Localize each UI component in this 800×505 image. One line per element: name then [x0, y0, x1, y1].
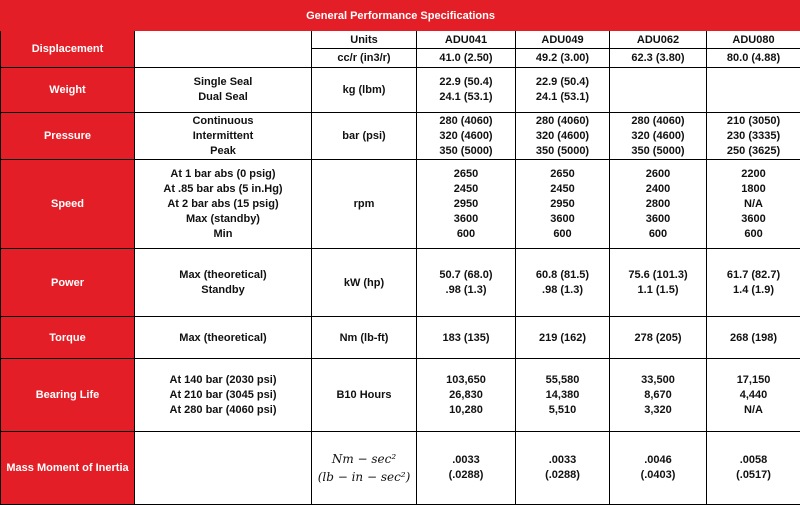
value-cell — [516, 359, 610, 432]
units-cell — [312, 432, 417, 505]
value-text: 2650 — [417, 167, 515, 182]
value-text: 250 (3625) — [707, 144, 800, 159]
value-text: 320 (4600) — [610, 129, 706, 144]
value-text: 75.6 (101.3) — [610, 268, 706, 283]
value-text: 60.8 (81.5) — [516, 268, 609, 283]
value-text: 22.9 (50.4) — [516, 75, 609, 90]
value-cell: 49.2 (3.00) — [516, 49, 610, 68]
condition-text: Standby — [135, 283, 311, 298]
condition-text: At 210 bar (3045 psi) — [135, 388, 311, 403]
condition-text: Max (theoretical) — [135, 268, 311, 283]
value-text: 3,320 — [610, 403, 706, 418]
value-text: 2400 — [610, 182, 706, 197]
condition-text: Single Seal — [135, 75, 311, 90]
value-text: 22.9 (50.4) — [417, 75, 515, 90]
value-cell — [707, 113, 800, 160]
value-text: 24.1 (53.1) — [417, 90, 515, 105]
condition-text: Continuous — [135, 114, 311, 129]
value-cell-empty — [707, 68, 800, 113]
condition-text: At .85 bar abs (5 in.Hg) — [135, 182, 311, 197]
conditions-cell: Max (theoretical) — [135, 317, 312, 359]
value-cell — [417, 432, 516, 505]
value-text: 600 — [707, 227, 800, 242]
value-text: N/A — [707, 403, 800, 418]
value-cell — [516, 68, 610, 113]
value-text: (.0288) — [417, 468, 515, 483]
value-cell — [417, 249, 516, 317]
condition-text: At 140 bar (2030 psi) — [135, 373, 311, 388]
value-text: 210 (3050) — [707, 114, 800, 129]
value-text: 61.7 (82.7) — [707, 268, 800, 283]
units-cell: rpm — [312, 160, 417, 249]
value-cell — [707, 359, 800, 432]
units-cell: bar (psi) — [312, 113, 417, 160]
value-text: 26,830 — [417, 388, 515, 403]
condition-text: Dual Seal — [135, 90, 311, 105]
row-label-inertia: Mass Moment of Inertia — [1, 432, 135, 505]
value-text: 2800 — [610, 197, 706, 212]
header-model: ADU049 — [516, 31, 610, 49]
value-text: 4,440 — [707, 388, 800, 403]
value-cell: 219 (162) — [516, 317, 610, 359]
bearing-life-row — [1, 359, 800, 432]
value-text: 17,150 — [707, 373, 800, 388]
value-text: 2200 — [707, 167, 800, 182]
value-cell — [610, 359, 707, 432]
value-text: 230 (3335) — [707, 129, 800, 144]
value-text: 8,670 — [610, 388, 706, 403]
units-cell: kW (hp) — [312, 249, 417, 317]
value-text: .0058 — [707, 453, 800, 468]
value-text: 24.1 (53.1) — [516, 90, 609, 105]
value-text: 50.7 (68.0) — [417, 268, 515, 283]
value-cell — [516, 249, 610, 317]
conditions-cell — [135, 113, 312, 160]
value-text: 2450 — [516, 182, 609, 197]
value-text: (.0403) — [610, 468, 706, 483]
value-text: 350 (5000) — [417, 144, 515, 159]
value-text: 350 (5000) — [610, 144, 706, 159]
condition-text: Min — [135, 227, 311, 242]
condition-text: Intermittent — [135, 129, 311, 144]
value-text: 2950 — [516, 197, 609, 212]
header-model: ADU080 — [707, 31, 800, 49]
units-cell: Nm (lb-ft) — [312, 317, 417, 359]
value-text: .98 (1.3) — [417, 283, 515, 298]
value-text: 2600 — [610, 167, 706, 182]
value-text: 3600 — [516, 212, 609, 227]
value-text: 320 (4600) — [516, 129, 609, 144]
value-cell — [610, 160, 707, 249]
value-cell — [610, 113, 707, 160]
value-text: 280 (4060) — [516, 114, 609, 129]
value-text: .0033 — [516, 453, 609, 468]
pressure-row — [1, 113, 800, 160]
condition-text: At 280 bar (4060 psi) — [135, 403, 311, 418]
value-cell: 80.0 (4.88) — [707, 49, 800, 68]
value-text: 55,580 — [516, 373, 609, 388]
value-text: 600 — [516, 227, 609, 242]
weight-row — [1, 68, 800, 113]
value-cell — [516, 432, 610, 505]
row-label-weight: Weight — [1, 68, 135, 113]
table-title: General Performance Specifications — [1, 1, 800, 31]
value-cell — [417, 160, 516, 249]
value-text: 1800 — [707, 182, 800, 197]
value-cell — [417, 68, 516, 113]
value-cell — [707, 160, 800, 249]
value-text: 5,510 — [516, 403, 609, 418]
value-text: 3600 — [610, 212, 706, 227]
condition-text: At 2 bar abs (15 psig) — [135, 197, 311, 212]
header-row — [1, 31, 800, 49]
value-text: N/A — [707, 197, 800, 212]
value-text: 1.4 (1.9) — [707, 283, 800, 298]
conditions-cell — [135, 359, 312, 432]
value-cell-empty — [610, 68, 707, 113]
value-text: 10,280 — [417, 403, 515, 418]
row-label-power: Power — [1, 249, 135, 317]
blank-cell — [135, 432, 312, 505]
value-text: .98 (1.3) — [516, 283, 609, 298]
header-model: ADU062 — [610, 31, 707, 49]
units-formula-line: Nm − sec² — [312, 450, 416, 468]
units-cell: B10 Hours — [312, 359, 417, 432]
value-cell: 278 (205) — [610, 317, 707, 359]
value-cell: 183 (135) — [417, 317, 516, 359]
value-text: 2650 — [516, 167, 609, 182]
value-text: .0033 — [417, 453, 515, 468]
row-label-bearing-life: Bearing Life — [1, 359, 135, 432]
inertia-row — [1, 432, 800, 505]
value-text: 350 (5000) — [516, 144, 609, 159]
conditions-cell — [135, 160, 312, 249]
value-cell — [707, 432, 800, 505]
value-text: 600 — [417, 227, 515, 242]
torque-row — [1, 317, 800, 359]
value-cell: 62.3 (3.80) — [610, 49, 707, 68]
value-cell — [610, 249, 707, 317]
value-text: 320 (4600) — [417, 129, 515, 144]
header-model: ADU041 — [417, 31, 516, 49]
value-text: 3600 — [707, 212, 800, 227]
value-cell — [417, 359, 516, 432]
value-text: (.0517) — [707, 468, 800, 483]
value-cell — [516, 113, 610, 160]
value-text: 103,650 — [417, 373, 515, 388]
value-text: .0046 — [610, 453, 706, 468]
value-cell: 41.0 (2.50) — [417, 49, 516, 68]
value-cell: 268 (198) — [707, 317, 800, 359]
value-text: 33,500 — [610, 373, 706, 388]
conditions-cell — [135, 68, 312, 113]
row-label-torque: Torque — [1, 317, 135, 359]
value-text: 2950 — [417, 197, 515, 212]
value-text: 280 (4060) — [610, 114, 706, 129]
speed-row — [1, 160, 800, 249]
condition-text: Peak — [135, 144, 311, 159]
power-row — [1, 249, 800, 317]
value-cell — [610, 432, 707, 505]
row-label-displacement: Displacement — [1, 31, 135, 68]
row-label-pressure: Pressure — [1, 113, 135, 160]
condition-text: At 1 bar abs (0 psig) — [135, 167, 311, 182]
value-text: 3600 — [417, 212, 515, 227]
units-formula-line: (lb − in − sec²) — [312, 468, 416, 486]
value-text: 14,380 — [516, 388, 609, 403]
value-text: 1.1 (1.5) — [610, 283, 706, 298]
units-cell: cc/r (in3/r) — [312, 49, 417, 68]
value-cell — [417, 113, 516, 160]
value-text: 280 (4060) — [417, 114, 515, 129]
conditions-cell — [135, 249, 312, 317]
value-text: 2450 — [417, 182, 515, 197]
header-units: Units — [312, 31, 417, 49]
value-text: 600 — [610, 227, 706, 242]
title-row — [1, 1, 800, 31]
units-cell: kg (lbm) — [312, 68, 417, 113]
condition-text: Max (standby) — [135, 212, 311, 227]
row-label-speed: Speed — [1, 160, 135, 249]
value-cell — [516, 160, 610, 249]
value-text: (.0288) — [516, 468, 609, 483]
blank-cell — [135, 31, 312, 68]
value-cell — [707, 249, 800, 317]
